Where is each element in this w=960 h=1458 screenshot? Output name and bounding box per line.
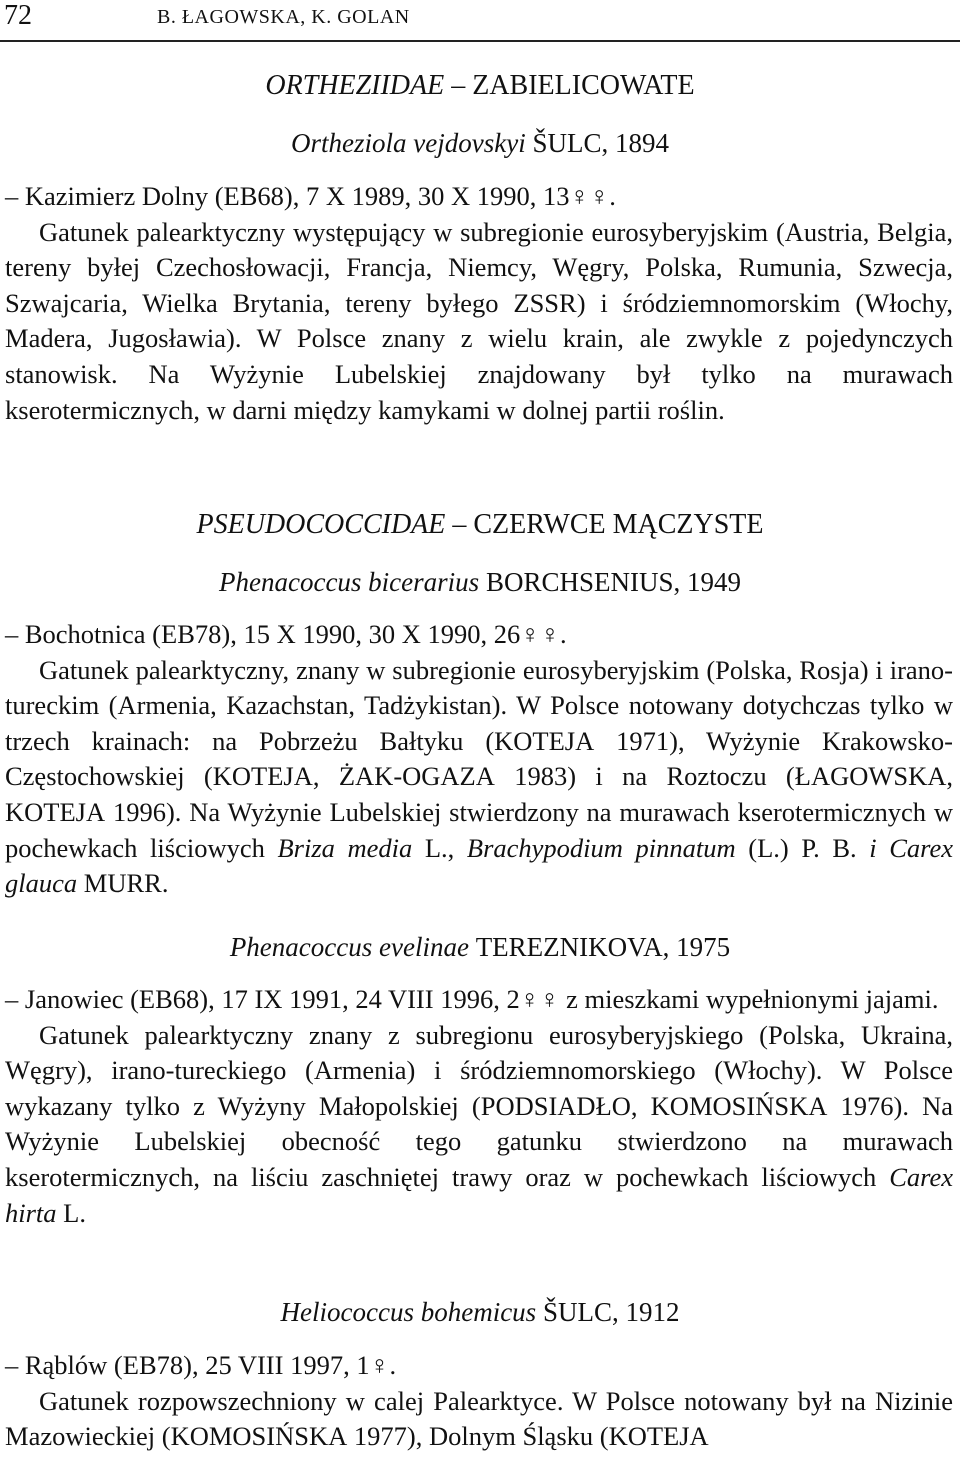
species-description <box>5 1384 953 1455</box>
italic-taxon: Brachypodium pinnatum <box>466 832 736 863</box>
family-latin-name: PSEUDOCOCCIDAE <box>196 509 446 540</box>
running-head-authors: B. ŁAGOWSKA, K. GOLAN <box>157 6 410 28</box>
text-run: 1996). Na Wyżynie Lubelskiej stwierdzony na murawach kserotermicznych w pochewkach liściowych <box>5 796 953 863</box>
species-entry-heliococcus-bohemicus <box>5 1348 953 1455</box>
text-run: Gatunek palearktyczny, znany w subregionie eurosyberyjskim (Polska, Rosja) i irano-tureckim (Armenia, Kazachstan, Tadżykistan). W Polsce notowany dotychczas tylko w trzech krainach: na Pobrzeżu Bałtyku ( <box>5 654 953 756</box>
text-run: Gatunek palearktyczny znany z subregionu eurosyberyjskiego (Polska, Ukraina, Węgry), irano-tureckiego (Armenia) i śródziemnomorskiego (Włochy). W Polsce wykazany tylko z Wyżyny Małopolskiej ( <box>5 1019 953 1121</box>
cited-author: MURR <box>83 868 162 899</box>
species-author: ŠULC <box>532 128 602 158</box>
text-run: 1976). Na Wyżynie Lubelskiej obecność tego gatunku stwierdzono na murawach kserotermicznych, na liściu zaschniętej trawy oraz w pochewkach liściowych <box>5 1090 953 1192</box>
cited-author: PODSIADŁO <box>480 1090 631 1121</box>
collection-record: – Kazimierz Dolny (EB68), 7 X 1989, 30 X 1990, 13♀♀. <box>5 181 616 211</box>
species-description <box>5 1018 953 1232</box>
text-run: (L.) P. B. <box>735 832 870 863</box>
species-latin-name: Ortheziola vejdovskyi <box>291 128 526 158</box>
species-year: , 1975 <box>662 932 731 962</box>
cited-author: KOMOSIŃSKA <box>650 1090 828 1121</box>
species-year: , 1894 <box>601 128 669 158</box>
family-dash: – <box>444 70 473 101</box>
text-run: 1971), Wyżynie Krakowsko-Częstochowskiej ( <box>5 725 953 792</box>
cited-author: ŻAK-OGAZA <box>338 761 495 792</box>
family-polish-name: CZERWCE MĄCZYSTE <box>473 509 764 540</box>
species-description <box>5 653 953 902</box>
species-latin-name: Phenacoccus evelinae <box>229 932 469 962</box>
cited-author: ŁAGOWSKA <box>794 761 947 792</box>
species-author: ŠULC <box>542 1297 612 1327</box>
italic-taxon: Briza media <box>277 832 413 863</box>
species-latin-name: Heliococcus bohemicus <box>280 1297 537 1327</box>
text-run <box>77 868 84 898</box>
species-heading-phenacoccus-evelinae <box>0 932 960 963</box>
text-run: 1977), Dolnym Śląsku ( <box>347 1421 609 1452</box>
cited-author: KOTEJA <box>212 761 313 792</box>
species-year: , 1949 <box>673 567 741 597</box>
species-year: , 1912 <box>611 1297 680 1327</box>
cited-author: KOTEJA <box>494 725 595 756</box>
italic-taxon: i Carex glauca <box>5 832 954 899</box>
family-latin-name: ORTHEZIIDAE <box>265 70 445 101</box>
species-heading-ortheziola-vejdovskyi <box>0 128 960 159</box>
species-heading-phenacoccus-bicerarius <box>0 567 960 598</box>
text-run: , <box>630 1090 651 1121</box>
species-author: TEREZNIKOVA <box>475 932 663 962</box>
collection-record: – Rąblów (EB78), 25 VIII 1997, 1♀. <box>5 1350 397 1380</box>
text-run: 1983) i na Roztoczu ( <box>494 761 795 792</box>
text-run: L., <box>412 832 467 863</box>
species-description <box>5 215 953 429</box>
cited-author: KOTEJA <box>5 796 106 827</box>
family-dash: – <box>445 509 474 540</box>
family-polish-name: ZABIELICOWATE <box>472 70 695 101</box>
species-entry-ortheziola-vejdovskyi <box>5 179 953 428</box>
text-run: . <box>161 868 169 899</box>
species-author: BORCHSENIUS <box>485 567 674 597</box>
species-latin-name: Phenacoccus bicerarius <box>219 567 480 597</box>
text-run: Gatunek rozpowszechniony w calej Palearktyce. W Polsce notowany był na Nizinie Mazowieckiej ( <box>5 1385 953 1452</box>
italic-taxon: Carex hirta <box>5 1161 953 1228</box>
species-entry-phenacoccus-evelinae <box>5 982 953 1231</box>
family-heading-pseudococcidae <box>0 509 960 541</box>
family-heading-ortheziidae <box>0 70 960 102</box>
running-header <box>0 0 960 42</box>
species-heading-heliococcus-bohemicus <box>0 1297 960 1328</box>
text-run: Gatunek palearktyczny występujący w subregionie eurosyberyjskim (Austria, Belgia, tereny byłej Czechosłowacji, Francja, Niemcy, Węgry, Polska, Rumunia, Szwecja, Szwajcaria, Wielka Brytania, tereny byłego ZSSR) i śródziemnomorskim (Włochy, Madera, Jugosławia). W Polsce znany z wielu krain, ale zwykle z pojedynczych stanowisk. Na Wyżynie Lubelskiej znajdowany był tylko na murawach kserotermicznych, w darni między kamykami w dolnej partii roślin. <box>5 216 953 425</box>
collection-record: – Janowiec (EB68), 17 IX 1991, 24 VIII 1996, 2♀♀ z mieszkami wypełnionymi jajami. <box>5 984 939 1014</box>
species-entry-phenacoccus-bicerarius <box>5 617 953 902</box>
cited-author: KOMOSIŃSKA <box>170 1421 348 1452</box>
text-run: L. <box>56 1197 86 1228</box>
cited-author: KOTEJA <box>608 1421 709 1452</box>
text-run: , <box>946 761 954 792</box>
text-run: , <box>312 761 339 792</box>
page-number: 72 <box>4 0 32 31</box>
collection-record: – Bochotnica (EB78), 15 X 1990, 30 X 1990, 26♀♀. <box>5 619 567 649</box>
